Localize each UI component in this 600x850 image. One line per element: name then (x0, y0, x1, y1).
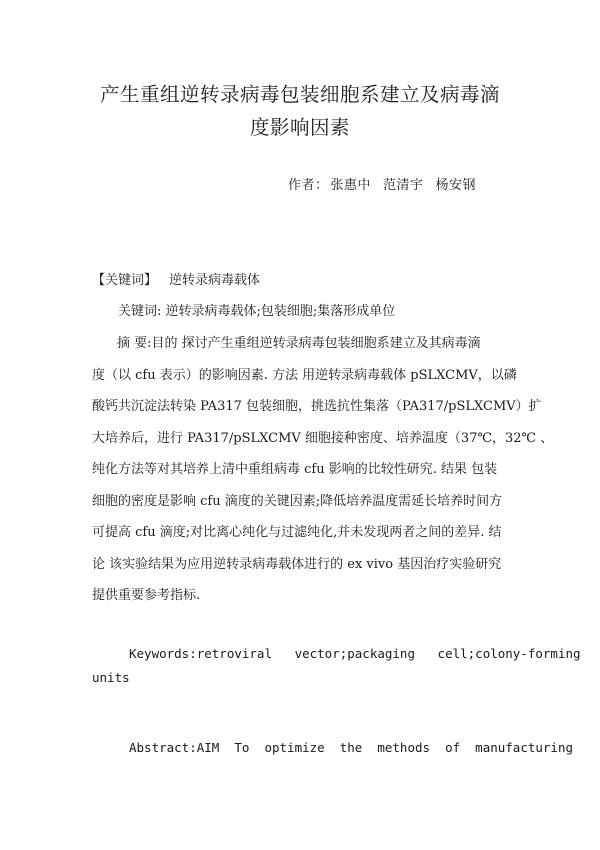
title-line-2: 度影响因素 (249, 116, 350, 139)
abstract-english: Abstract:AIM To optimize the methods of manufacturing (129, 740, 574, 755)
keywords-bracket-label: 【关键词】 (92, 273, 158, 288)
title-line-1: 产生重组逆转录病毒包装细胞系建立及病毒滴 (99, 83, 500, 106)
abstract-line: 度（以 cfu 表示）的影响因素. 方法 用逆转录病毒载体 pSLXCMV，以磷 (92, 367, 517, 383)
author-line (288, 174, 476, 193)
abstract-line: 酸钙共沉淀法转染 PA317 包装细胞，挑选抗性集落（PA317/pSLXCMV）扩 (92, 399, 542, 414)
paper-title (60, 78, 540, 144)
keywords-english-line-1: Keywords:retroviral vector;packaging cell;colony-forming (129, 646, 581, 661)
keywords-english (92, 646, 581, 685)
abstract-line: 提供重要参考指标. (92, 588, 201, 603)
author-name: 张惠中 (330, 178, 372, 193)
keywords-heading-value: 逆转录病毒载体 (169, 273, 261, 288)
abstract-line: 细胞的密度是影响 cfu 滴度的关键因素;降低培养温度需延长培养时间方 (92, 493, 503, 509)
keywords-heading (92, 269, 260, 288)
abstract-chinese (92, 328, 554, 612)
author-label: 作者： (288, 178, 329, 193)
abstract-line: 大培养后，进行 PA317/pSLXCMV 细胞接种密度、培养温度（37℃，32℃ 、 (92, 430, 554, 446)
author-name: 范清宇 (383, 178, 424, 193)
keywords-english-line-2: units (92, 670, 130, 685)
abstract-line: 论 该实验结果为应用逆转录病毒载体进行的 ex vivo 基因治疗实验研究 (92, 556, 502, 572)
abstract-line: 摘 要:目的 探讨产生重组逆转录病毒包装细胞系建立及其病毒滴 (117, 336, 481, 351)
abstract-line: 可提高 cfu 滴度;对比离心纯化与过滤纯化,并未发现两者之间的差异. 结 (92, 525, 502, 540)
author-name: 杨安钢 (435, 178, 477, 193)
keywords-chinese: 关键词: 逆转录病毒载体;包装细胞;集落形成单位 (118, 304, 396, 319)
abstract-line: 纯化方法等对其培养上清中重组病毒 cfu 影响的比较性研究. 结果 包装 (92, 462, 498, 477)
